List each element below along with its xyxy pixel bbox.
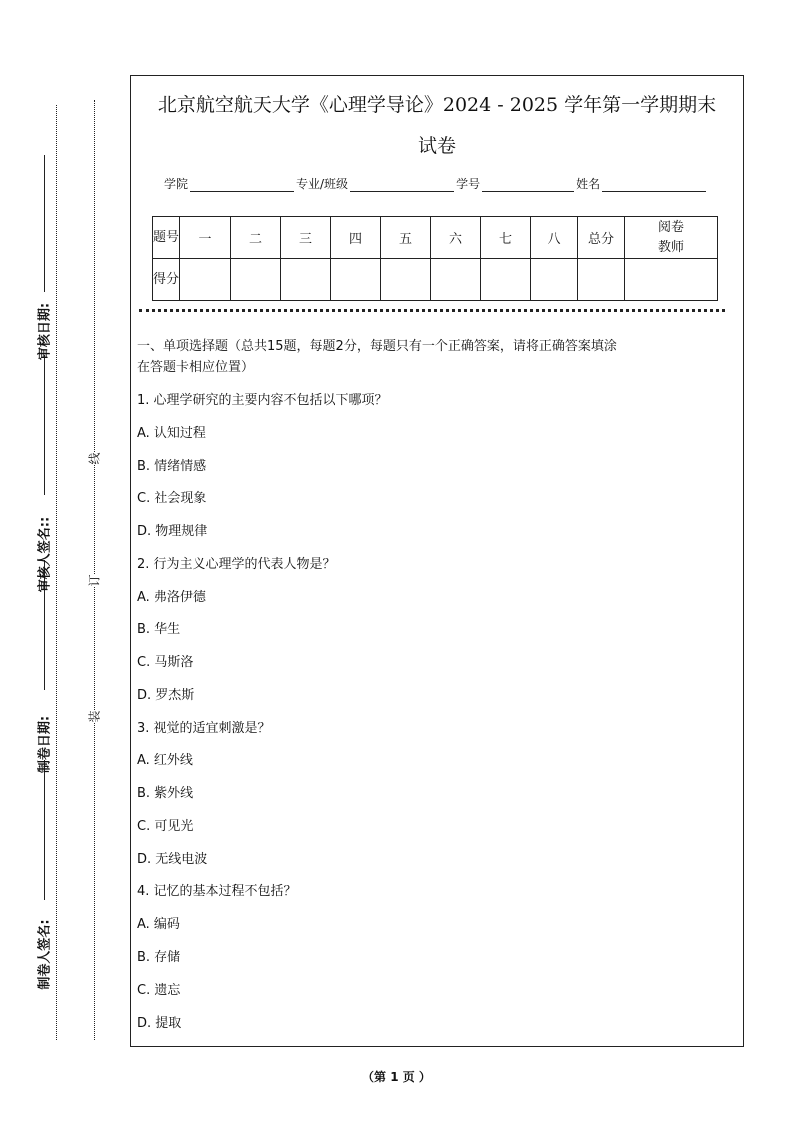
name-field[interactable] [602, 179, 706, 192]
option: A. 弗洛伊德 [137, 590, 206, 605]
major-label: 专业/班级 [296, 177, 349, 191]
header-cell: 总分 [578, 217, 625, 259]
score-cell[interactable] [381, 259, 431, 301]
college-field[interactable] [190, 179, 294, 192]
header-cell: 一 [180, 217, 231, 259]
exam-title-line2: 试卷 [417, 135, 456, 157]
section-title: 一、单项选择题（总共15题，每题2分，每题只有一个正确答案，请将正确答案填涂 [137, 339, 617, 354]
option: B. 华生 [137, 622, 181, 637]
option: D. 无线电波 [137, 852, 208, 867]
option: D. 提取 [137, 1016, 182, 1031]
review-date-label: 审核日期: [37, 302, 53, 361]
student-id-field[interactable] [482, 179, 574, 192]
page-number: （第 1 页 ） [362, 1070, 431, 1084]
header-cell: 七 [481, 217, 531, 259]
binding-char-line: 线 [87, 452, 102, 465]
score-cell[interactable] [531, 259, 578, 301]
student-id-label: 学号 [456, 177, 481, 191]
score-table [152, 216, 718, 301]
separator-dotted [139, 309, 725, 312]
name-label: 姓名 [576, 177, 601, 191]
binding-line-inner [94, 100, 95, 1040]
maker-sign-label: 制卷人签名: [37, 919, 53, 990]
question-4: 4. 记忆的基本过程不包括？ [137, 884, 297, 899]
score-cell[interactable] [481, 259, 531, 301]
option: C. 马斯洛 [137, 655, 194, 670]
option: A. 红外线 [137, 753, 193, 768]
question-3: 3. 视觉的适宜刺激是？ [137, 721, 271, 736]
option: C. 社会现象 [137, 491, 207, 506]
option: A. 认知过程 [137, 426, 206, 441]
section-title-cont: 在答题卡相应位置） [137, 360, 255, 375]
make-date-label: 制卷日期: [37, 715, 53, 774]
major-field[interactable] [350, 179, 454, 192]
row-label-question-number: 题号 [153, 217, 180, 259]
header-cell: 二 [231, 217, 281, 259]
option: D. 物理规律 [137, 524, 208, 539]
signature-line [44, 355, 45, 495]
option: D. 罗杰斯 [137, 688, 195, 703]
header-cell: 三 [281, 217, 331, 259]
header-cell: 五 [381, 217, 431, 259]
header-cell-teacher: 阅卷教师 [625, 217, 718, 259]
exam-frame [130, 75, 744, 1047]
exam-title-line1: 北京航空航天大学《心理学导论》2024 - 2025 学年第一学期期末 [157, 94, 717, 116]
option: C. 遗忘 [137, 983, 181, 998]
score-cell[interactable] [281, 259, 331, 301]
score-cell[interactable] [331, 259, 381, 301]
score-cell[interactable] [625, 259, 718, 301]
option: B. 紫外线 [137, 786, 194, 801]
option: A. 编码 [137, 917, 180, 932]
header-cell: 八 [531, 217, 578, 259]
signature-line [44, 155, 45, 292]
option: C. 可见光 [137, 819, 194, 834]
binding-char-ding: 订 [87, 574, 102, 587]
score-cell[interactable] [180, 259, 231, 301]
question-1: 1. 心理学研究的主要内容不包括以下哪项？ [137, 393, 388, 408]
binding-char-zhuang: 装 [87, 710, 102, 723]
score-cell[interactable] [578, 259, 625, 301]
score-cell[interactable] [231, 259, 281, 301]
reviewer-sign-label: 审核人签名:: [37, 516, 53, 593]
option: B. 情绪情感 [137, 459, 207, 474]
student-info-row [164, 175, 708, 192]
college-label: 学院 [164, 177, 189, 191]
header-cell: 六 [431, 217, 481, 259]
header-cell: 四 [331, 217, 381, 259]
row-label-score: 得分 [153, 259, 180, 301]
binding-line-outer [56, 105, 57, 1040]
question-2: 2. 行为主义心理学的代表人物是？ [137, 557, 336, 572]
score-cell[interactable] [431, 259, 481, 301]
option: B. 存储 [137, 950, 181, 965]
